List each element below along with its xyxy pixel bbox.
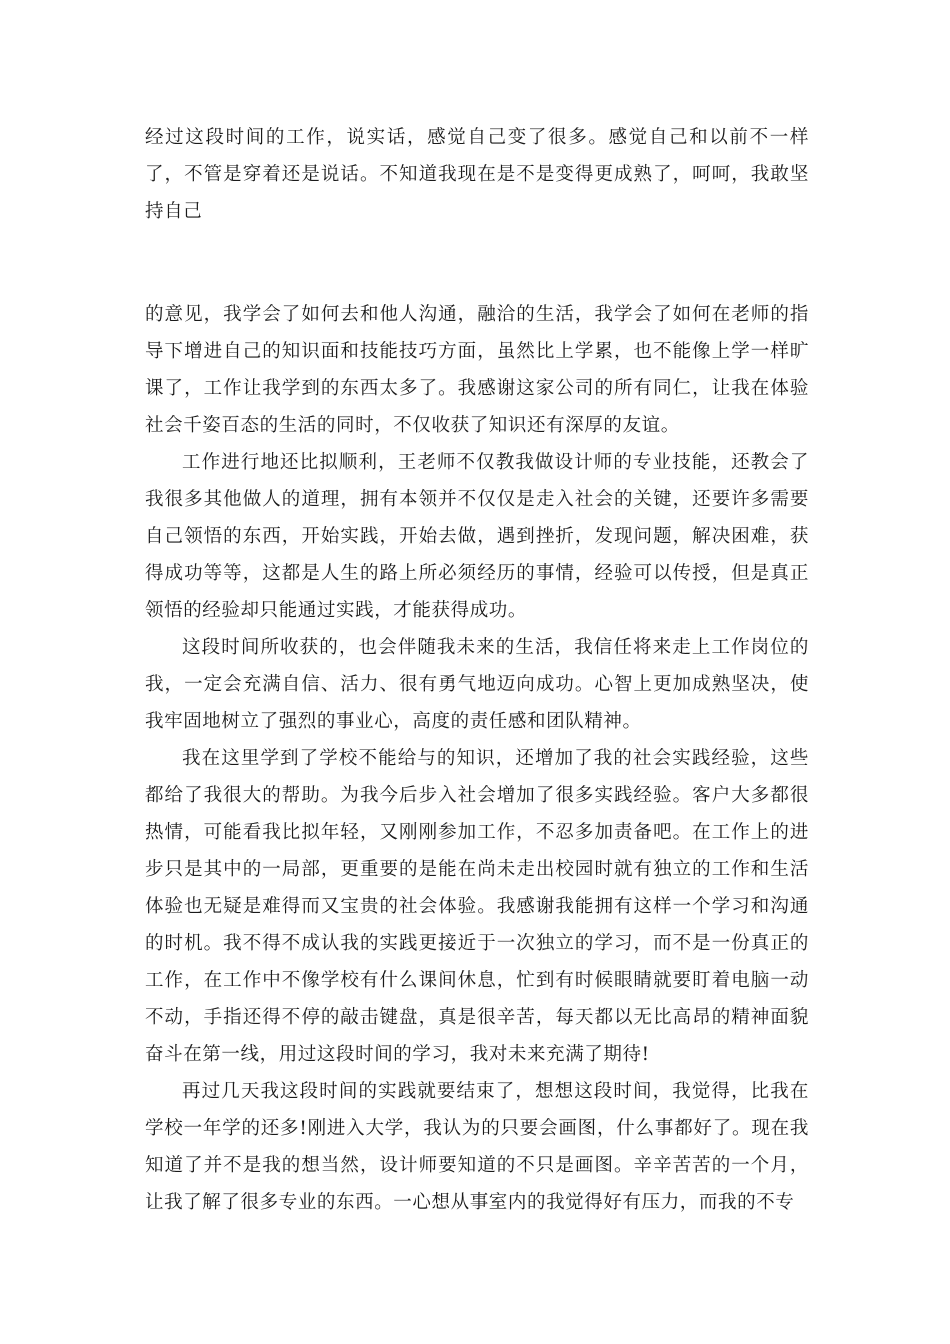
paragraph-work-progress: 工作进行地还比拟顺利，王老师不仅教我做设计师的专业技能，还教会了我很多其他做人的道理，拥有本领并不仅仅是走入社会的关键，还要许多需要自己领悟的东西，开始实践，开始去做，遇到挫折，发现问题，解决困难，获得成功等等，这都是人生的路上所必须经历的事情，经验可以传授，但是真正领悟的经验却只能通过实践，才能获得成功。 (145, 452, 809, 621)
paragraph-continuation: 的意见，我学会了如何去和他人沟通，融洽的生活，我学会了如何在老师的指导下增进自己的知识面和技能技巧方面，虽然比上学累，也不能像上学一样旷课了，工作让我学到的东西太多了。我感谢这家公司的所有同仁，让我在体验社会千姿百态的生活的同时，不仅收获了知识还有深厚的友谊。 (145, 304, 809, 436)
paragraph-fragment-top: 经过这段时间的工作，说实话，感觉自己变了很多。感觉自己和以前不一样了，不管是穿着还是说话。不知道我现在是不是变得更成熟了，呵呵，我敢坚持自己 (145, 127, 809, 222)
paragraph-learning: 我在这里学到了学校不能给与的知识，还增加了我的社会实践经验，这些都给了我很大的帮助。为我今后步入社会增加了很多实践经验。客户大多都很热情，可能看我比拟年轻，又刚刚参加工作，不忍多加责备吧。在工作上的进步只是其中的一局部，更重要的是能在尚未走出校园时就有独立的工作和生活体验也无疑是难得而又宝贵的社会体验。我感谢我能拥有这样一个学习和沟通的时机。我不得不成认我的实践更接近于一次独立的学习，而不是一份真正的工作，在工作中不像学校有什么课间休息，忙到有时候眼睛就要盯着电脑一动不动，手指还得不停的敲击键盘，真是很辛苦，每天都以无比高昂的精神面貌奋斗在第一线，用过这段时间的学习，我对未来充满了期待! (145, 748, 809, 1065)
text-block-main (145, 296, 809, 1221)
paragraph-future: 这段时间所收获的，也会伴随我未来的生活，我信任将来走上工作岗位的我，一定会充满自信、活力、很有勇气地迈向成功。心智上更加成熟坚决，使我牢固地树立了强烈的事业心，高度的责任感和团队精神。 (145, 637, 809, 732)
paragraph-ending: 再过几天我这段时间的实践就要结束了，想想这段时间，我觉得，比我在学校一年学的还多!刚进入大学，我认为的只要会画图，什么事都好了。现在我知道了并不是我的想当然，设计师要知道的不只是画图。辛辛苦苦的一个月，让我了解了很多专业的东西。一心想从事室内的我觉得好有压力，而我的不专 (145, 1081, 809, 1213)
text-block-top (145, 119, 809, 230)
